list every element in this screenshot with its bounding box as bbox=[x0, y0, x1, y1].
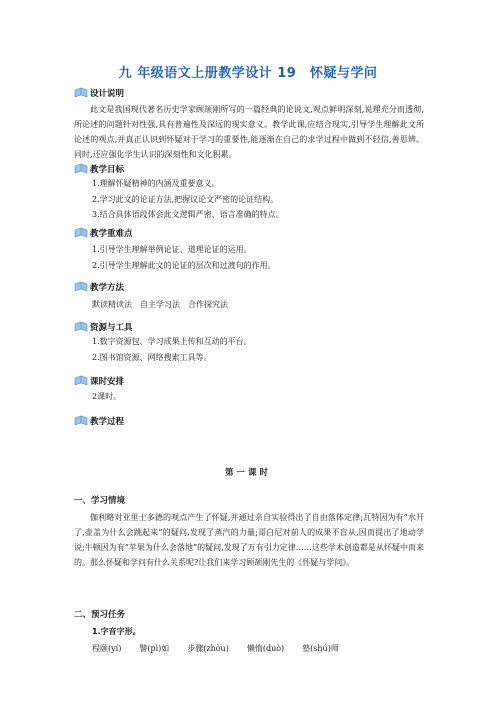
design-notes-paragraph: 此文是我国现代著名历史学家顾颉刚所写的一篇经典的论说文,观点鲜明深刻,说理充分而透彻,所论述的问题针对性强,具有普遍性及深远的现实意义。教学此课,应结合现实,引导学生理解此文所论述的观点,并真正认识到怀疑对于学习的重要性,能逐渐在自己的求学过程中做到不轻信,善思辨。同时,还应强化学生认识的深刻性和文化积累。 bbox=[74, 105, 424, 159]
list-item: 1.数字资源包、学习成果上传和互动的平台。 bbox=[92, 337, 252, 346]
book-icon bbox=[74, 227, 88, 239]
list-item: 1.引导学生理解举例论证、道理论证的运用。 bbox=[92, 245, 252, 254]
book-icon bbox=[74, 375, 88, 387]
section-label: 课时安排 bbox=[90, 377, 125, 387]
section-label: 资源与工具 bbox=[90, 323, 133, 333]
book-icon bbox=[74, 281, 88, 293]
book-icon bbox=[74, 415, 88, 427]
section-label: 设计说明 bbox=[90, 89, 125, 99]
list-item: 2.学习此文的论证方法,把握议论文严密的论证结构。 bbox=[92, 194, 279, 204]
key-points-list bbox=[92, 242, 422, 273]
situation-paragraph: 伽利略对亚里士多德的观点产生了怀疑,并通过亲自实验得出了自由落体定律;瓦特因为有“水开了,壶盖为什么会跳起来”的疑问,发现了蒸汽的力量;哥白尼对前人的成果不盲从,因而提出了地动学说;牛顿因为有“苹果为什么会落地”的疑问,发现了万有引力定律……这些学术创造都是从怀疑中而来的。那么怀疑和学问有什么关系呢?让我们来学习顾颉刚先生的《怀疑与学问》。 bbox=[74, 513, 424, 567]
list-item: 1.理解怀疑精神的内涵及重要意义。 bbox=[92, 179, 220, 188]
list-item: 2.引导学生理解此文的论证的层次和过渡句的作用。 bbox=[92, 260, 276, 270]
pinyin-item: 譬(pì)如 bbox=[139, 644, 170, 653]
document-title: 九 年级语文上册教学设计 19 怀疑与学问 bbox=[118, 66, 378, 81]
section-header-teaching-goals bbox=[74, 162, 124, 176]
section-label: 教学目标 bbox=[90, 165, 125, 175]
pinyin-item: 程颐(yí) bbox=[92, 644, 122, 653]
pinyin-row bbox=[92, 643, 339, 654]
section-label: 教学过程 bbox=[90, 417, 125, 427]
section-header-teaching-methods bbox=[74, 280, 124, 294]
book-icon bbox=[74, 163, 88, 175]
section-header-teaching-process bbox=[74, 414, 124, 428]
book-icon bbox=[74, 321, 88, 333]
list-item: 3.结合具体语段体会此文逻辑严密、语言准确的特点。 bbox=[92, 210, 284, 219]
pinyin-item: 步骤(zhòu) bbox=[187, 644, 229, 653]
book-icon bbox=[74, 87, 88, 99]
schedule-text: 2课时。 bbox=[92, 392, 122, 401]
list-item: 2.图书馆资源、网络搜索工具等。 bbox=[92, 352, 212, 362]
teaching-goals-list bbox=[92, 176, 422, 223]
teaching-methods-text: 默读精读法 自主学习法 合作探究法 bbox=[92, 300, 228, 309]
part-heading: 二、预习任务 bbox=[74, 610, 126, 620]
section-header-key-points bbox=[74, 226, 133, 240]
pinyin-item: 塾(shú)师 bbox=[302, 644, 339, 653]
section-label: 教学重难点 bbox=[90, 229, 133, 239]
lesson-title: 第一课时 bbox=[224, 468, 271, 478]
sub-heading: 1.字音字形。 bbox=[92, 627, 141, 636]
section-header-design-notes bbox=[74, 86, 124, 100]
section-header-resources bbox=[74, 320, 133, 334]
part-heading: 一、学习情境 bbox=[74, 496, 126, 506]
pinyin-item: 懒惰(duò) bbox=[246, 644, 285, 653]
resources-list bbox=[92, 334, 422, 365]
section-label: 教学方法 bbox=[90, 283, 125, 293]
section-header-schedule bbox=[74, 374, 124, 388]
